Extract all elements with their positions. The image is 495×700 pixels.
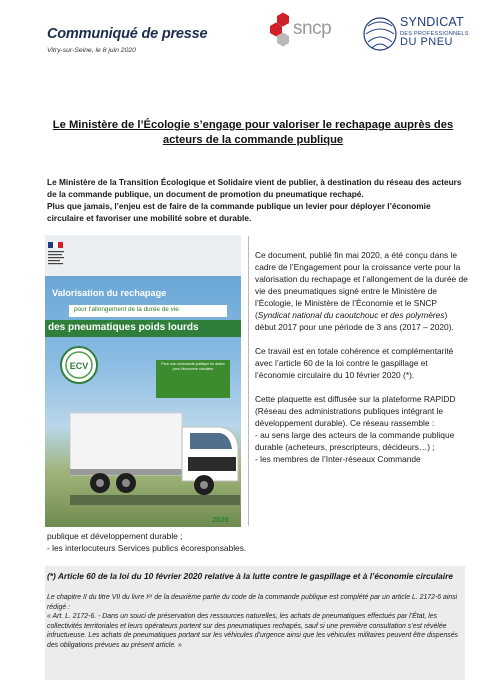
- brochure-note: Pour une commande publique en action pour l’économie circulaire: [161, 362, 225, 371]
- syndicat-sub: DES PROFESSIONNELS: [400, 31, 469, 37]
- place-date: Vitry-sur-Seine, le 8 juin 2020: [47, 47, 136, 54]
- right-paragraph-2: Ce travail est en totale cohérence et complémentarité avec l’article 60 de la loi contre le gaspillage et l’économie circulaire du 10 février 2020 (*).: [255, 346, 454, 380]
- right-paragraph-1: [255, 249, 469, 333]
- right-paragraph-1-b: ) début 2017 pour une période de 3 ans (2017 – 2020).: [255, 310, 454, 332]
- sncp-logo-text: sncp: [293, 18, 332, 39]
- right-paragraph-3-line: Cette plaquette est diffusée sur la plateforme RAPIDD (Réseau des administrations publiques intégrant le développement durable). Ce réseau rassemble :: [255, 394, 456, 428]
- continuation-line: - les interlocuteurs Services publics écoresponsables.: [47, 543, 247, 553]
- right-paragraph-1-a: Ce document, publié fin mai 2020, a été conçu dans le cadre de l’Engagement pour la croissance verte pour la valorisation du rechapage et l’allongement de la durée de vie des pneumatiques signé entre le Ministère de l’Écologie, le Ministère de l’Économie et le SNCP (: [255, 250, 468, 320]
- continuation: [47, 530, 467, 554]
- press-release-title: Communiqué de presse: [47, 26, 208, 42]
- right-column: [255, 249, 469, 465]
- continuation-line: publique et développement durable ;: [47, 531, 183, 541]
- footnote-paragraph: « Art. L. 2172-6. - Dans un souci de préservation des ressources naturelles, les achats de pneumatiques effectués par l’État, les collectivités territoriales et leurs opérateurs portent sur des pneumatiques rechapés, sauf si une première consultation s’est révélée infructueuse. Les achats de pneumatiques portant sur les véhicules d’urgence ainsi que les véhicules militaires peuvent être dispensés des obligations prévues au présent article. »: [47, 613, 458, 649]
- headline: Le Ministère de l’Écologie s’engage pour valoriser le rechapage auprès des acteurs de la commande publique: [52, 119, 454, 146]
- right-paragraph-3-line: - les membres de l’Inter-réseaux Commande: [255, 454, 421, 464]
- footnote-paragraph: Le chapitre II du titre VII du livre Iᵉʳ de la deuxième partie du code de la commande publique est complété par un article L. 2172-6 ainsi rédigé :: [47, 594, 458, 611]
- right-paragraph-1-italic: Syndicat national du caoutchouc et des polymères: [257, 310, 445, 320]
- intro: [47, 176, 465, 224]
- brochure-title-1: Valorisation du rechapage: [52, 288, 167, 298]
- right-paragraph-3-line: - au sens large des acteurs de la commande publique durable (acheteurs, prescripteurs, décideurs…) ;: [255, 430, 455, 452]
- syndicat-name: SYNDICAT: [400, 15, 464, 29]
- intro-paragraph-1: Le Ministère de la Transition Écologique et Solidaire vient de publier, à destination du réseau des acteurs de la commande publique, un document de promotion du pneumatique rechapé.: [47, 177, 462, 199]
- footnote-title: (*) Article 60 de la loi du 10 février 2020 relative à la lutte contre le gaspillage et à l’économie circulaire: [47, 571, 454, 581]
- brochure-title-3: des pneumatiques poids lourds: [48, 322, 199, 333]
- marianne-logo: [46, 240, 68, 270]
- syndicat-pneu: DU PNEU: [400, 36, 454, 48]
- footnote-body: [47, 593, 465, 651]
- brochure-year: 2020: [212, 515, 229, 524]
- brochure-title-2: pour l’allongement de la durée de vie: [74, 306, 179, 313]
- ecv-badge-text: ECV: [69, 361, 89, 371]
- truck-illustration: [70, 395, 240, 505]
- intro-paragraph-2: Plus que jamais, l’enjeu est de faire de la commande publique un levier pour déployer l’économie circulaire et favoriser une mobilité sobre et durable.: [47, 201, 431, 223]
- ecv-badge-icon: [59, 345, 99, 385]
- column-divider: [248, 236, 249, 526]
- right-paragraph-3: [255, 393, 469, 465]
